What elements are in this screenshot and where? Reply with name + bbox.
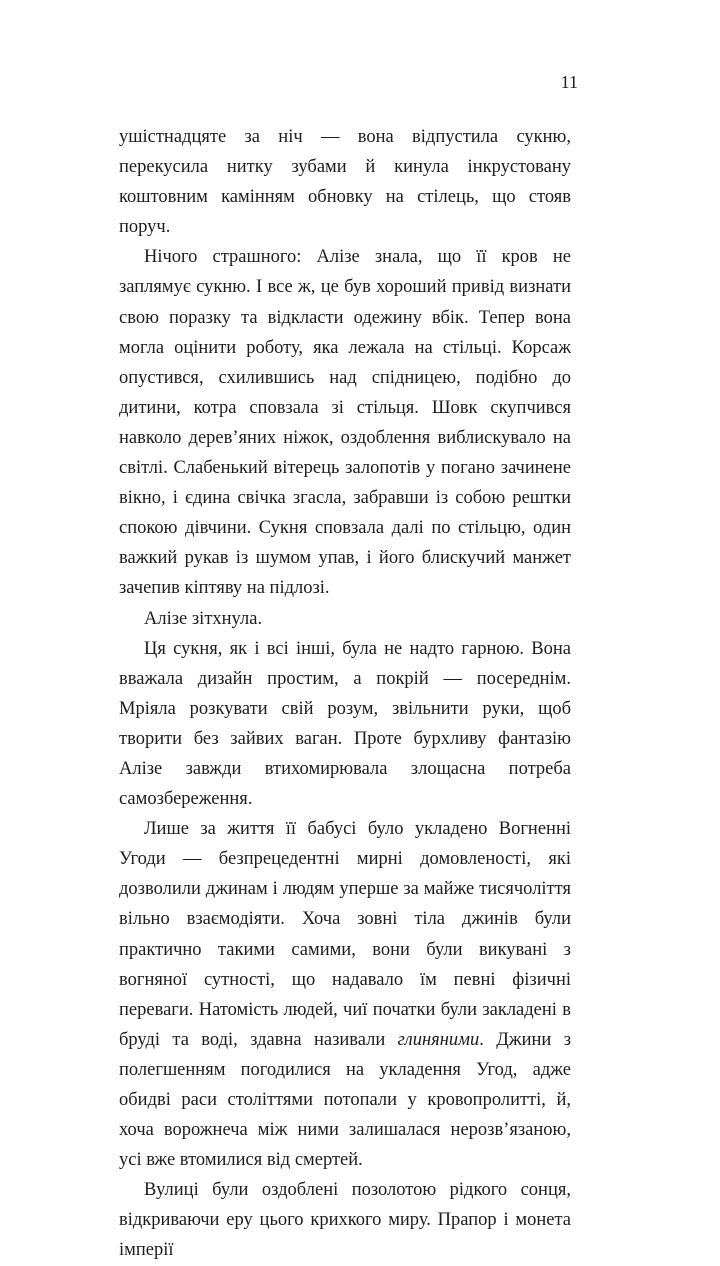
paragraph-text: Лише за життя її бабусі було укладено Вогненні Угоди — безпрецедентні мирні домовленості, які дозволили джинам і людям уперше за майже тисячоліття вільно взаємодіяти. Хоча зовні тіла джинів були практично такими самими, вони були викувані з вогняної сутності, що надавало їм певні фізичні переваги. Натомість людей, чиї початки були закладені в бруді та воді, здавна називали — [119, 819, 571, 1050]
page-number: 11 — [560, 72, 578, 92]
paragraph-text: . Джини з полегшенням погодилися на укладення Угод, адже обидві раси століттями потопали у кровопролитті, й, хоча ворожнеча між ними залишалася нерозв’язаною, усі вже втомилися від смертей. — [119, 1029, 571, 1171]
paragraph: Алізе зітхнула. — [144, 608, 263, 629]
paragraph: Вулиці були оздоблені позолотою рідкого сонця, відкриваючи еру цього крихкого миру. Прапор і монета імперії — [119, 1180, 571, 1261]
paragraph: Ця сукня, як і всі інші, була не надто гарною. Вона вважала дизайн простим, а покрій — посереднім. Мріяла розкувати свій розум, звільнити руки, щоб творити без зайвих ваган. Проте бурхливу фантазію Алізе завжди втихомирювала злощасна потреба самозбереження. — [119, 638, 571, 810]
paragraph — [119, 814, 571, 1175]
paragraph-continuation: ушістнадцяте за ніч — вона відпустила сукню, перекусила нитку зубами й кинула інкрустовану коштовним камінням обновку на стілець, що стояв поруч. — [119, 127, 571, 238]
paragraph: Нічого страшного: Алізе знала, що її кров не заплямує сукню. І все ж, це був хороший привід визнати свою поразку та відкласти одежину вбік. Тепер вона могла оцінити роботу, яка лежала на стільці. Корсаж опустився, схилившись над спідницею, подібно до дитини, котра сповзала зі стільця. Шовк скупчився навколо дерев’яних ніжок, оздоблення виблискувало на світлі. Слабенький вітерець залопотів у погано зачинене вікно, і єдина свічка згасла, забравши із собою рештки спокою дівчини. Сукня сповзала далі по стільцю, один важкий рукав із шумом упав, і його блискучий манжет зачепив кіптяву на підлозі. — [119, 247, 571, 599]
body-text — [119, 122, 571, 1266]
emphasized-term: глиняними — [397, 1029, 480, 1050]
